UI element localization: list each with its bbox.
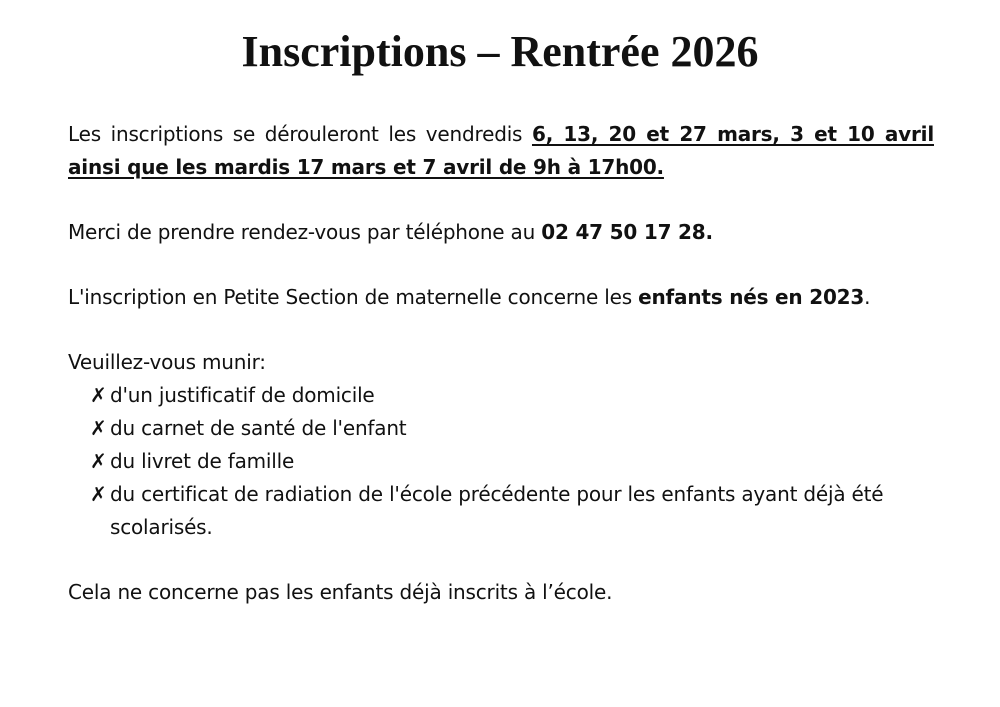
documents-list (68, 379, 934, 544)
footer-note: Cela ne concerne pas les enfants déjà inscrits à l’école. (68, 580, 613, 604)
registration-dates: 6, 13, 20 et 27 mars, 3 et 10 avril ainsi que les mardis 17 mars et 7 avril de 9h à 17h00. (68, 122, 934, 179)
documents-section (68, 346, 934, 544)
birth-year-highlight: enfants nés en 2023 (638, 285, 865, 309)
list-item-text: du certificat de radiation de l'école précédente pour les enfants ayant déjà été scolarisés. (110, 482, 884, 539)
cross-mark-icon: ✗ (90, 449, 107, 473)
list-item (68, 478, 934, 544)
appointment-text: Merci de prendre rendez-vous par téléphone au (68, 220, 542, 244)
list-item-text: du livret de famille (110, 449, 295, 473)
cross-mark-icon: ✗ (90, 383, 107, 407)
list-item-text: d'un justificatif de domicile (110, 383, 375, 407)
list-item (68, 379, 934, 412)
phone-number: 02 47 50 17 28. (541, 220, 713, 244)
petite-section-text: L'inscription en Petite Section de maternelle concerne les (68, 285, 639, 309)
registration-dates-paragraph (68, 118, 934, 184)
cross-mark-icon: ✗ (90, 416, 107, 440)
page-title: Inscriptions – Rentrée 2026 (241, 27, 759, 76)
documents-heading: Veuillez-vous munir: (68, 350, 266, 374)
list-item (68, 445, 934, 478)
document-body (68, 118, 934, 641)
registration-intro-text: Les inscriptions se dérouleront les vendredis (68, 122, 532, 146)
list-item (68, 412, 934, 445)
list-item-text: du carnet de santé de l'enfant (110, 416, 407, 440)
appointment-paragraph (68, 216, 934, 249)
petite-section-paragraph (68, 281, 934, 314)
petite-section-end: . (864, 285, 871, 309)
cross-mark-icon: ✗ (90, 482, 107, 506)
